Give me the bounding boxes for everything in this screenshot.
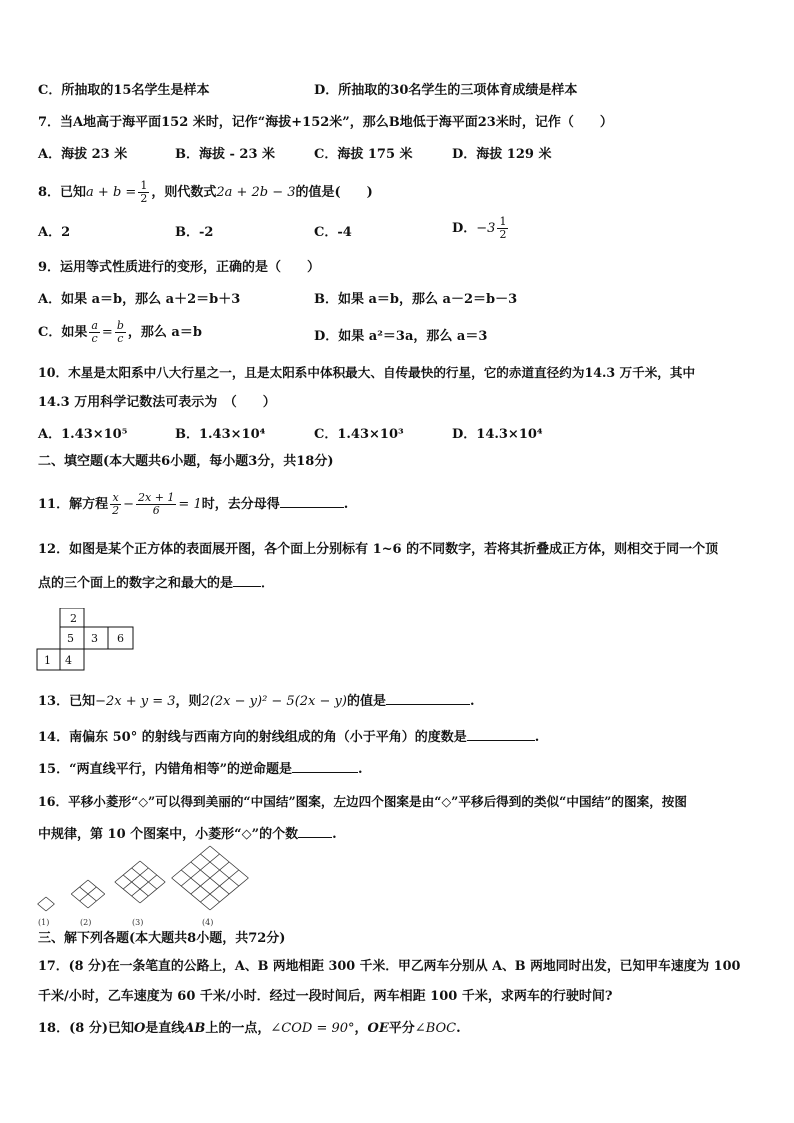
- q7-option-a: A．海拔 23 米: [38, 147, 128, 162]
- q8-post: 的值是( ): [295, 185, 373, 200]
- q8-expr2: 2a + 2b − 3: [216, 185, 296, 200]
- q11-post: 时，去分母得: [201, 497, 280, 512]
- q13-end: .: [469, 694, 475, 709]
- q17-line2: 千米/小时，乙车速度为 60 千米/小时．经过一段时间后，两车相距 100 千米，求两车的行驶时间?: [38, 989, 613, 1004]
- q10-option-a: A．1.43×10⁵: [38, 427, 128, 442]
- rhombus-pattern-1: [38, 897, 55, 911]
- section-2-heading: 二、填空题(本大题共6小题，每小题3分，共18分): [38, 454, 334, 469]
- q18-angle-boc: ∠BOC: [414, 1021, 457, 1036]
- q6-option-d: D．所抽取的30名学生的三项体育成绩是样本: [314, 83, 578, 98]
- q16-line1: 16．平移小菱形“◇”可以得到美丽的“中国结”图案，左边四个图案是由“◇”平移后得到的类似“中国结”的图案，按图: [38, 794, 687, 809]
- q9-frac-2-num: b: [116, 319, 124, 332]
- section-3-heading: 三、解下列各题(本大题共8小题，共72分): [38, 931, 286, 946]
- q11-frac-1: [110, 492, 121, 517]
- q18-end: .: [456, 1021, 461, 1036]
- q15: [38, 760, 363, 779]
- q10-option-b: B．1.43×10⁴: [175, 427, 266, 442]
- q7-option-d: D．海拔 129 米: [452, 147, 552, 162]
- q8-frac-num: 1: [140, 179, 148, 192]
- q18-point-o: O: [133, 1021, 146, 1036]
- q9-frac-2: [115, 320, 126, 345]
- q13: [38, 692, 475, 711]
- q15-answer-blank[interactable]: [292, 760, 358, 773]
- rhombus-grid-line: [38, 904, 46, 911]
- net-cell-4: [60, 649, 84, 670]
- q12-line2: [38, 574, 274, 593]
- q12-line2-text: 点的三个面上的数字之和最大的是: [38, 576, 234, 591]
- q11-eq: = 1: [178, 497, 202, 512]
- q18-mid2: 上的一点，: [205, 1021, 271, 1036]
- q8-option-d-int: −3: [476, 221, 496, 236]
- q11-pre: 11．解方程: [38, 497, 109, 512]
- net-label-2: 2: [70, 612, 77, 625]
- net-label-5: 5: [67, 632, 74, 645]
- q9-option-a: A．如果 a＝b，那么 a＋2＝b＋3: [38, 292, 241, 307]
- q9-frac-2-den: c: [117, 332, 124, 345]
- q13-post: 的值是: [346, 694, 386, 709]
- q18-mid4: 平分: [388, 1021, 415, 1036]
- q13-expr1: −2x + y = 3: [95, 694, 176, 709]
- q9-frac-1: [89, 320, 100, 345]
- rhombus-pattern-3: [115, 861, 165, 903]
- q14: [38, 728, 539, 747]
- q10-line1: 10．木星是太阳系中八大行星之一，且是太阳系中体积最大、自传最快的行星，它的赤道直径约为14.3 万千米，其中: [38, 365, 696, 380]
- pattern-label-4: (4): [202, 918, 214, 927]
- q12-cube-net: [36, 608, 136, 672]
- q8-frac-den: 2: [140, 192, 148, 205]
- q7-option-c: C．海拔 175 米: [314, 147, 413, 162]
- q13-expr2: 2(2x − y)² − 5(2x − y): [201, 694, 347, 709]
- q18: [38, 1020, 461, 1038]
- pattern-label-1: (1): [38, 918, 50, 927]
- q8-pre: 8．已知: [38, 185, 87, 200]
- q15-text: 15．“两直线平行，内错角相等”的逆命题是: [38, 762, 293, 777]
- rhombus-grid-line: [38, 897, 46, 904]
- q18-ray-oe: OE: [367, 1021, 389, 1036]
- q6-option-c: C．所抽取的15名学生是样本: [38, 83, 210, 98]
- q11-frac-1-den: 2: [112, 504, 120, 517]
- rhombus-pattern-4: [172, 846, 249, 910]
- q16-pattern-figure: [34, 844, 254, 928]
- q7-option-b: B．海拔 - 23 米: [175, 147, 276, 162]
- q8-option-d-den: 2: [499, 228, 507, 241]
- q16-line2-text: 中规律，第 10 个图案中，小菱形“◇”的个数: [38, 827, 299, 842]
- q13-pre: 13．已知: [38, 694, 96, 709]
- q11: [38, 492, 348, 517]
- q18-angle-cod: ∠COD = 90°: [270, 1021, 355, 1036]
- q11-frac-1-num: x: [110, 492, 121, 505]
- net-label-3: 3: [91, 632, 98, 645]
- q18-line-ab: AB: [184, 1021, 206, 1036]
- q16-line2: [38, 825, 337, 844]
- q9-option-c: [38, 320, 202, 345]
- q16-end: .: [332, 827, 337, 842]
- q11-minus: −: [123, 497, 134, 512]
- pattern-label-2: (2): [80, 918, 92, 927]
- q8-expr1: a + b =: [86, 185, 137, 200]
- q8-option-d-fraction: [497, 216, 508, 241]
- q11-frac-2: [136, 492, 176, 517]
- q8-option-b: B．-2: [175, 225, 214, 240]
- q8-stem: [38, 180, 373, 205]
- q10-option-c: C．1.43×10³: [314, 427, 404, 442]
- q11-answer-blank[interactable]: [280, 495, 344, 508]
- q9-option-b: B．如果 a＝b，那么 a－2＝b－3: [314, 292, 518, 307]
- q8-option-c: C．-4: [314, 225, 352, 240]
- q12-end: ．: [261, 576, 275, 591]
- q9-eq: =: [101, 325, 113, 340]
- q9-stem: 9．运用等式性质进行的变形，正确的是（ ）: [38, 260, 321, 275]
- q15-end: .: [358, 762, 363, 777]
- q8-option-a: A．2: [38, 225, 71, 240]
- q11-frac-2-num: 2x + 1: [138, 491, 175, 504]
- q9-option-c-post: ，那么 a＝b: [127, 325, 202, 340]
- q14-answer-blank[interactable]: [467, 728, 535, 741]
- q8-fraction: [138, 180, 149, 205]
- q14-text: 14．南偏东 50° 的射线与西南方向的射线组成的角（小于平角）的度数是: [38, 730, 467, 745]
- q12-answer-blank[interactable]: [233, 574, 261, 587]
- net-label-4: 4: [65, 654, 72, 667]
- q13-mid: ，则: [175, 694, 202, 709]
- q16-answer-blank[interactable]: [298, 825, 332, 838]
- rhombus-grid-line: [46, 904, 54, 911]
- q9-option-c-pre: C．如果: [38, 325, 88, 340]
- q10-option-d: D．14.3×10⁴: [452, 427, 543, 442]
- net-label-1: 1: [44, 654, 51, 667]
- q11-end: .: [343, 497, 349, 512]
- q8-option-d-label: D．: [452, 221, 477, 236]
- q8-option-d: [452, 216, 510, 241]
- rhombus-pattern-2: [71, 880, 105, 908]
- q14-end: .: [534, 730, 540, 745]
- rhombus-grid-line: [46, 897, 54, 904]
- q9-frac-1-den: c: [91, 332, 98, 345]
- net-label-6: 6: [117, 632, 124, 645]
- q18-mid3: ，: [354, 1021, 368, 1036]
- q12-line1: 12．如图是某个正方体的表面展开图，各个面上分别标有 1~6 的不同数字，若将其折叠成正方体，则相交于同一个顶: [38, 542, 719, 557]
- q18-pre: 18．(8 分)已知: [38, 1021, 134, 1036]
- q7-stem: 7．当A地高于海平面152 米时，记作“海拔+152米”，那么B地低于海平面23米时，记作（ ）: [38, 115, 613, 130]
- q10-line2: 14.3 万用科学记数法可表示为 （ ）: [38, 395, 276, 410]
- q13-answer-blank[interactable]: [386, 692, 470, 705]
- pattern-label-3: (3): [132, 918, 144, 927]
- q8-mid: ，则代数式: [151, 185, 217, 200]
- q8-option-d-num: 1: [499, 215, 507, 228]
- q11-frac-2-den: 6: [152, 504, 160, 517]
- q9-option-d: D．如果 a²＝3a，那么 a＝3: [314, 329, 488, 344]
- q9-frac-1-num: a: [91, 319, 98, 332]
- q17-line1: 17．(8 分)在一条笔直的公路上，A、B 两地相距 300 千米．甲乙两车分别从 A、B 两地同时出发，已知甲车速度为 100: [38, 959, 741, 974]
- q18-mid1: 是直线: [145, 1021, 185, 1036]
